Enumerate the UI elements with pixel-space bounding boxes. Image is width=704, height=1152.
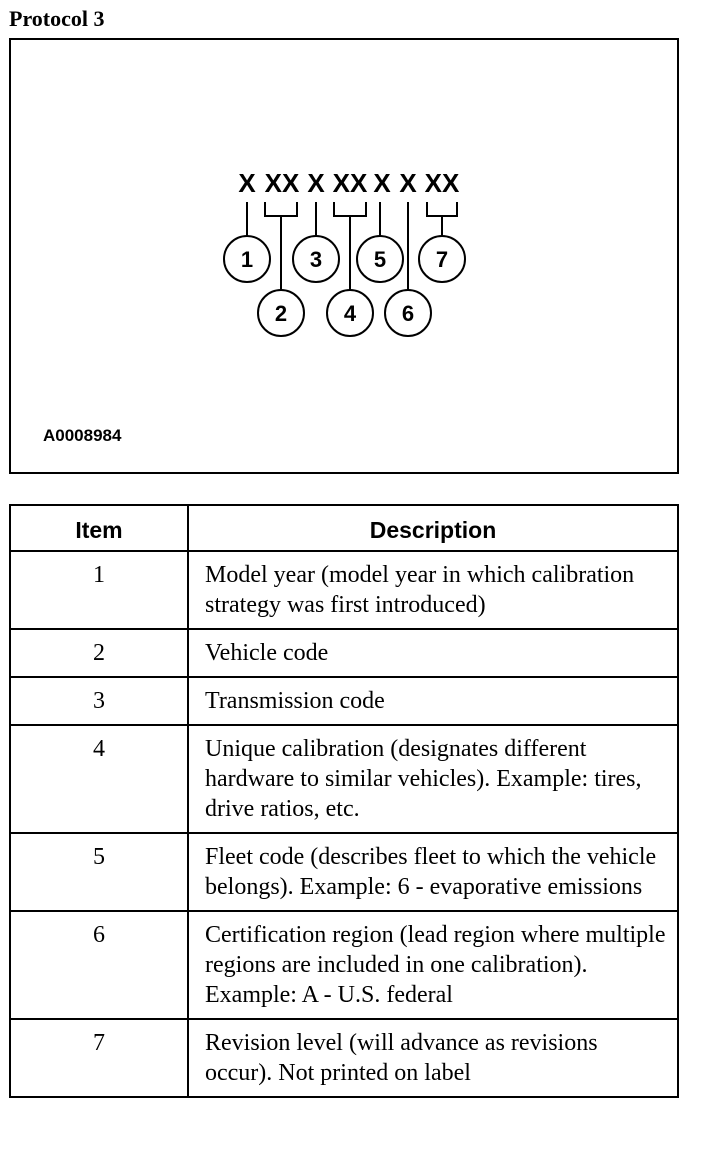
page-title: Protocol 3 [9, 6, 105, 31]
calibration-code-figure [9, 38, 679, 474]
table-row [10, 551, 678, 629]
code-segment-7: XX [424, 168, 460, 198]
item-description: Transmission code [188, 677, 678, 725]
code-segment-1: X [238, 168, 256, 198]
callout-number-5: 5 [373, 247, 387, 272]
table-row [10, 677, 678, 725]
item-description: Unique calibration (designates different hardware to similar vehicles). Example: tires, drive ratios, etc. [188, 725, 678, 833]
item-description: Revision level (will advance as revisions occur). Not printed on label [188, 1019, 678, 1097]
callout-number-6: 6 [401, 301, 415, 326]
code-segment-5: X [373, 168, 391, 198]
item-description: Fleet code (describes fleet to which the vehicle belongs). Example: 6 - evaporative emissions [188, 833, 678, 911]
table-row [10, 833, 678, 911]
table-header-row [10, 505, 678, 551]
bracket-7 [427, 202, 457, 216]
bracket-4 [334, 202, 366, 216]
code-segment-4: XX [332, 168, 368, 198]
item-number: 5 [10, 833, 188, 911]
calibration-code-diagram [11, 40, 677, 472]
table-row [10, 629, 678, 677]
bracket-2 [265, 202, 297, 216]
table-row [10, 911, 678, 1019]
item-number: 6 [10, 911, 188, 1019]
item-number: 7 [10, 1019, 188, 1097]
callout-number-4: 4 [343, 301, 357, 326]
callout-number-7: 7 [435, 247, 449, 272]
callout-number-2: 2 [274, 301, 288, 326]
code-segment-2: XX [264, 168, 300, 198]
item-description: Vehicle code [188, 629, 678, 677]
item-number: 1 [10, 551, 188, 629]
item-description: Certification region (lead region where multiple regions are included in one calibration). Example: A - U.S. federal [188, 911, 678, 1019]
code-segment-3: X [307, 168, 325, 198]
header-item: Item [10, 505, 188, 551]
figure-id: A0008984 [43, 426, 122, 445]
code-segment-6: X [399, 168, 417, 198]
header-description: Description [188, 505, 678, 551]
item-description-table [9, 504, 679, 1098]
item-number: 3 [10, 677, 188, 725]
table-row [10, 725, 678, 833]
item-description: Model year (model year in which calibration strategy was first introduced) [188, 551, 678, 629]
callout-number-3: 3 [309, 247, 323, 272]
callout-number-1: 1 [240, 247, 254, 272]
item-number: 2 [10, 629, 188, 677]
table-row [10, 1019, 678, 1097]
item-number: 4 [10, 725, 188, 833]
